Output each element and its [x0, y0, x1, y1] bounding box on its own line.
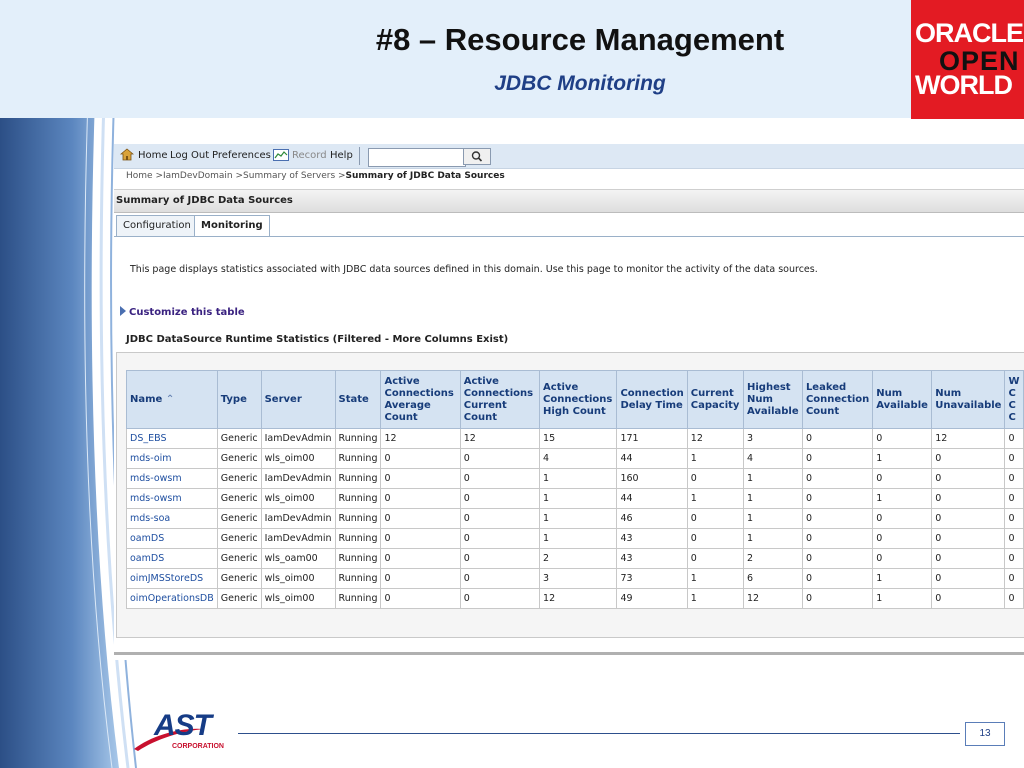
ast-logo-corp: CORPORATION — [172, 743, 224, 750]
table-cell: Running — [335, 449, 381, 469]
table-cell: 1 — [687, 489, 743, 509]
col-header-num-unavailable[interactable]: Num Unavailable — [932, 371, 1005, 429]
preferences-link[interactable]: Preferences — [212, 150, 271, 161]
table-cell: 160 — [617, 469, 687, 489]
table-cell: 0 — [1005, 429, 1024, 449]
customize-table-label: Customize this table — [129, 307, 245, 318]
table-cell: 1 — [540, 489, 617, 509]
datasource-name-link[interactable]: mds-owsm — [127, 469, 218, 489]
table-cell: 0 — [802, 569, 872, 589]
table-cell: Running — [335, 489, 381, 509]
record-link: Record — [292, 150, 327, 161]
table-cell: 0 — [460, 589, 539, 609]
tab-configuration[interactable]: Configuration — [116, 215, 198, 236]
col-header-active-avg[interactable]: Active Connections Average Count — [381, 371, 460, 429]
home-icon[interactable] — [120, 148, 134, 164]
slide-subtitle: JDBC Monitoring — [494, 72, 666, 95]
table-row — [127, 489, 1024, 509]
breadcrumb — [126, 171, 505, 181]
page-description: This page displays statistics associated with JDBC data sources defined in this domain. Use this page to monitor the activity of the data sources. — [130, 264, 818, 275]
table-cell: 0 — [802, 549, 872, 569]
table-cell: Running — [335, 529, 381, 549]
table-row — [127, 589, 1024, 609]
col-header-delay-time[interactable]: Connection Delay Time — [617, 371, 687, 429]
footer-line — [238, 733, 960, 734]
table-cell: 1 — [687, 449, 743, 469]
table-cell: 6 — [744, 569, 803, 589]
customize-table-link[interactable] — [120, 306, 245, 318]
home-link[interactable]: Home — [138, 150, 168, 161]
table-cell: 1 — [687, 569, 743, 589]
col-header-name[interactable]: Name ⌃ — [127, 371, 218, 429]
sort-icon: ⌃ — [165, 393, 175, 405]
table-cell: 171 — [617, 429, 687, 449]
col-header-current-capacity[interactable]: Current Capacity — [687, 371, 743, 429]
table-cell: Generic — [217, 469, 261, 489]
record-icon — [273, 149, 289, 164]
table-cell: 0 — [1005, 589, 1024, 609]
table-cell: 0 — [381, 469, 460, 489]
table-cell: 12 — [381, 429, 460, 449]
table-cell: 0 — [460, 529, 539, 549]
table-cell: 4 — [744, 449, 803, 469]
table-cell: 43 — [617, 549, 687, 569]
table-cell: 0 — [1005, 469, 1024, 489]
table-cell: 0 — [873, 509, 932, 529]
table-cell: 1 — [873, 589, 932, 609]
table-cell: 0 — [460, 569, 539, 589]
table-cell: 0 — [1005, 529, 1024, 549]
ast-logo — [140, 709, 240, 753]
table-row — [127, 569, 1024, 589]
search-icon — [464, 149, 490, 164]
table-cell: 43 — [617, 529, 687, 549]
table-cell: 0 — [802, 469, 872, 489]
logout-link[interactable]: Log Out — [170, 150, 210, 161]
col-header-type[interactable]: Type — [217, 371, 261, 429]
oracle-openworld-logo — [911, 0, 1024, 119]
table-cell: 1 — [744, 489, 803, 509]
col-header-server[interactable]: Server — [261, 371, 335, 429]
table-row — [127, 469, 1024, 489]
table-cell: 0 — [932, 589, 1005, 609]
bottom-rule — [114, 652, 1024, 655]
table-row — [127, 429, 1024, 449]
console-toolbar — [114, 144, 1024, 169]
table-row — [127, 509, 1024, 529]
table-cell: 0 — [873, 469, 932, 489]
table-cell: 0 — [687, 529, 743, 549]
table-cell: 0 — [687, 549, 743, 569]
table-cell: 1 — [540, 469, 617, 489]
table-cell: 0 — [460, 489, 539, 509]
table-cell: 1 — [744, 469, 803, 489]
page-number: 13 — [965, 722, 1005, 746]
col-header-active-current[interactable]: Active Connections Current Count — [460, 371, 539, 429]
table-cell: Generic — [217, 449, 261, 469]
summary-header-bar — [114, 189, 1024, 213]
table-cell: 0 — [932, 449, 1005, 469]
table-cell: 0 — [932, 529, 1005, 549]
datasource-name-link[interactable]: DS_EBS — [127, 429, 218, 449]
col-header-highest-available[interactable]: Highest Num Available — [744, 371, 803, 429]
datasource-name-link[interactable]: oamDS — [127, 549, 218, 569]
table-cell: IamDevAdmin — [261, 429, 335, 449]
table-cell: Generic — [217, 529, 261, 549]
table-cell: 0 — [802, 529, 872, 549]
table-cell: 0 — [873, 429, 932, 449]
table-cell: 0 — [932, 469, 1005, 489]
table-cell: Running — [335, 589, 381, 609]
table-cell: 1 — [540, 529, 617, 549]
table-cell: Generic — [217, 569, 261, 589]
table-cell: 0 — [1005, 549, 1024, 569]
ast-logo-text: AST — [154, 709, 211, 742]
table-cell: wls_oim00 — [261, 569, 335, 589]
table-cell: 0 — [687, 509, 743, 529]
table-cell: 0 — [932, 489, 1005, 509]
table-cell: 3 — [540, 569, 617, 589]
col-header-num-available[interactable]: Num Available — [873, 371, 932, 429]
table-cell: 0 — [381, 509, 460, 529]
oracle-logo-line3: WORLD — [915, 70, 1012, 100]
help-link[interactable]: Help — [330, 150, 353, 161]
table-cell: 0 — [873, 529, 932, 549]
table-cell: 0 — [687, 469, 743, 489]
table-cell: Running — [335, 429, 381, 449]
datasource-name-link[interactable]: mds-owsm — [127, 489, 218, 509]
table-cell: 0 — [802, 449, 872, 469]
table-row — [127, 549, 1024, 569]
table-cell: 4 — [540, 449, 617, 469]
table-cell: 2 — [540, 549, 617, 569]
table-cell: 46 — [617, 509, 687, 529]
table-cell: 44 — [617, 489, 687, 509]
table-cell: 0 — [381, 489, 460, 509]
oracle-logo-line2: OPEN — [939, 46, 1020, 76]
table-cell: 0 — [381, 529, 460, 549]
table-cell: 0 — [381, 569, 460, 589]
weblogic-console-screenshot — [114, 140, 1024, 660]
table-cell: 0 — [460, 469, 539, 489]
table-cell: 0 — [932, 549, 1005, 569]
jdbc-stats-table — [126, 370, 1024, 609]
table-cell: 0 — [802, 489, 872, 509]
table-cell: 12 — [932, 429, 1005, 449]
table-cell: Generic — [217, 509, 261, 529]
table-cell: 0 — [1005, 569, 1024, 589]
table-cell: IamDevAdmin — [261, 529, 335, 549]
datasource-name-link[interactable]: mds-soa — [127, 509, 218, 529]
table-cell: 2 — [744, 549, 803, 569]
datasource-name-link[interactable]: oimJMSStoreDS — [127, 569, 218, 589]
datasource-name-link[interactable]: oimOperationsDB — [127, 589, 218, 609]
table-cell: 12 — [460, 429, 539, 449]
table-cell: 0 — [1005, 509, 1024, 529]
table-cell: Generic — [217, 429, 261, 449]
tabs-underline — [114, 236, 1024, 237]
table-row — [127, 449, 1024, 469]
datasource-name-link[interactable]: oamDS — [127, 529, 218, 549]
col-header-active-high[interactable]: Active Connections High Count — [540, 371, 617, 429]
search-button[interactable] — [463, 148, 491, 165]
slide-title: #8 – Resource Management — [375, 22, 785, 57]
table-cell: 1 — [540, 509, 617, 529]
table-cell: 49 — [617, 589, 687, 609]
datasource-name-link[interactable]: mds-oim — [127, 449, 218, 469]
table-cell: wls_oim00 — [261, 589, 335, 609]
table-cell: 15 — [540, 429, 617, 449]
table-cell: Running — [335, 569, 381, 589]
search-input[interactable] — [368, 148, 466, 167]
table-cell: Running — [335, 549, 381, 569]
table-row — [127, 529, 1024, 549]
table-cell: Running — [335, 509, 381, 529]
table-cell: Generic — [217, 549, 261, 569]
table-cell: 0 — [932, 509, 1005, 529]
breadcrumb-current: Summary of JDBC Data Sources — [345, 171, 505, 181]
table-cell: wls_oim00 — [261, 449, 335, 469]
table-cell: 1 — [873, 569, 932, 589]
table-cell: 12 — [687, 429, 743, 449]
table-cell: 3 — [744, 429, 803, 449]
table-cell: 1 — [873, 449, 932, 469]
col-header-state[interactable]: State — [335, 371, 381, 429]
table-cell: 1 — [744, 529, 803, 549]
table-cell: 0 — [1005, 449, 1024, 469]
summary-title: Summary of JDBC Data Sources — [116, 195, 293, 206]
table-cell: wls_oam00 — [261, 549, 335, 569]
table-cell: 0 — [802, 509, 872, 529]
table-cell: 44 — [617, 449, 687, 469]
table-cell: 0 — [873, 549, 932, 569]
table-cell: 0 — [932, 569, 1005, 589]
table-cell: Generic — [217, 489, 261, 509]
table-cell: 73 — [617, 569, 687, 589]
table-cell: 0 — [802, 429, 872, 449]
table-cell: 0 — [1005, 489, 1024, 509]
header-band — [0, 0, 1024, 118]
table-title: JDBC DataSource Runtime Statistics (Filtered - More Columns Exist) — [126, 334, 509, 345]
breadcrumb-path[interactable]: Home >IamDevDomain >Summary of Servers > — [126, 171, 346, 181]
table-cell: 1 — [873, 489, 932, 509]
expand-arrow-icon — [120, 306, 126, 316]
toolbar-divider — [359, 147, 360, 165]
table-cell: wls_oim00 — [261, 489, 335, 509]
table-cell: 12 — [540, 589, 617, 609]
table-cell: 0 — [460, 509, 539, 529]
table-cell: 0 — [460, 549, 539, 569]
table-header-row — [127, 371, 1024, 429]
table-cell: 0 — [802, 589, 872, 609]
table-cell: Running — [335, 469, 381, 489]
table-cell: IamDevAdmin — [261, 469, 335, 489]
oracle-logo-line1: ORACLE — [915, 18, 1023, 48]
tab-monitoring[interactable]: Monitoring — [194, 215, 270, 237]
col-header-leaked[interactable]: Leaked Connection Count — [802, 371, 872, 429]
col-header-truncated[interactable]: W C C C — [1005, 371, 1024, 429]
table-cell: 12 — [744, 589, 803, 609]
table-cell: 1 — [744, 509, 803, 529]
table-cell: 0 — [381, 589, 460, 609]
table-cell: 0 — [381, 549, 460, 569]
table-cell: 1 — [687, 589, 743, 609]
table-cell: 0 — [381, 449, 460, 469]
table-cell: Generic — [217, 589, 261, 609]
table-cell: IamDevAdmin — [261, 509, 335, 529]
table-cell: 0 — [460, 449, 539, 469]
